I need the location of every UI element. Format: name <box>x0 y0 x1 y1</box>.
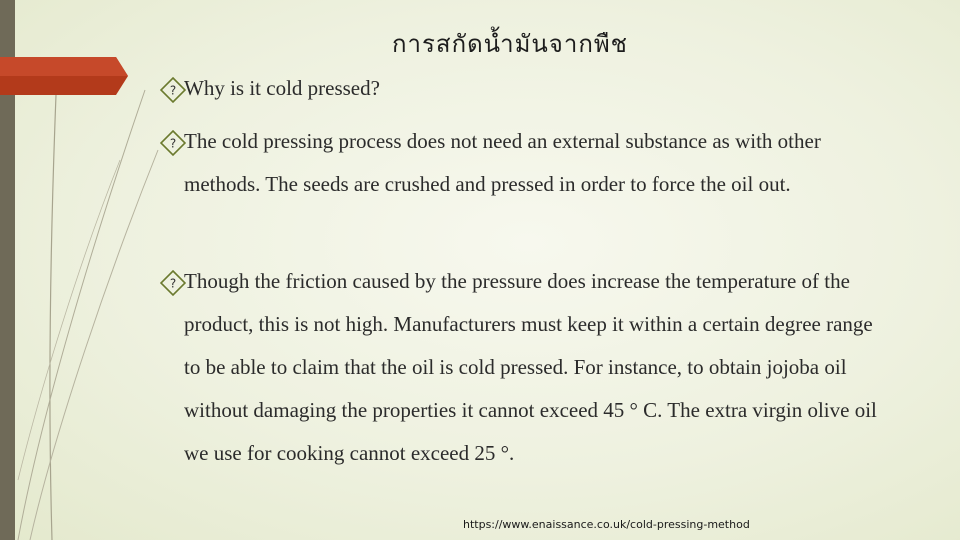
bullet-text: Why is it cold pressed? <box>184 76 380 100</box>
bullet-item <box>160 120 880 206</box>
diamond-question-icon <box>160 270 186 296</box>
source-link[interactable]: https://www.enaissance.co.uk/cold-pressing-method <box>463 518 750 531</box>
diamond-question-icon <box>160 77 186 103</box>
svg-text:?: ? <box>169 276 177 291</box>
bullet-text: The cold pressing process does not need an external substance as with other methods. The seeds are crushed and pressed in order to force the oil out. <box>184 129 821 196</box>
svg-text:?: ? <box>169 83 177 98</box>
slide-title: การสกัดน้ำมันจากพืช <box>392 30 628 58</box>
red-accent-tab <box>0 57 128 95</box>
svg-text:?: ? <box>169 136 177 151</box>
bullet-item <box>160 260 880 475</box>
bullet-item <box>160 67 880 110</box>
bullet-text: Though the friction caused by the pressure does increase the temperature of the product, this is not high. Manufacturers must keep it within a certain degree range to be able to claim that the oil is cold pressed. For instance, to obtain jojoba oil without damaging the properties it cannot exceed 45 ° C. The extra virgin olive oil we use for cooking cannot exceed 25 °. <box>184 269 877 465</box>
diamond-question-icon <box>160 130 186 156</box>
